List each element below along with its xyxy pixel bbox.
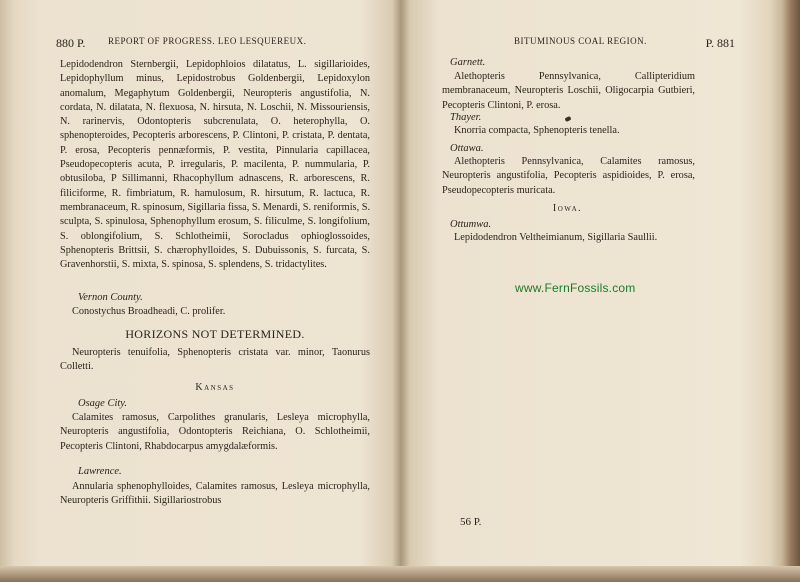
garnett-heading: Garnett. — [450, 57, 486, 68]
right-running-head: BITUMINOUS COAL REGION. — [514, 36, 647, 46]
ottawa-heading: Ottawa. — [450, 143, 484, 154]
vernon-county-species: Conostychus Broadheadi, C. prolifer. — [72, 306, 226, 317]
ottawa-species: Alethopteris Pennsylvanica, Calamites ramosus, Neuropteris angustifolia, Pecopteris aspidioides, P. erosa, Pseudopecopteris muricata. — [442, 156, 695, 196]
thayer-species: Knorria compacta, Sphenopteris tenella. — [454, 125, 620, 136]
osage-city-heading: Osage City. — [78, 398, 127, 409]
kansas-heading: Kansas — [195, 382, 235, 393]
ottumwa-heading: Ottumwa. — [450, 219, 492, 230]
lawrence-heading: Lawrence. — [78, 466, 122, 477]
book-bottom-edge — [0, 566, 800, 582]
ottumwa-species: Lepidodendron Veltheimianum, Sigillaria Saullii. — [454, 232, 658, 243]
vernon-county-heading: Vernon County. — [78, 292, 143, 303]
lawrence-species: Annularia sphenophylloides, Calamites ramosus, Lesleya microphylla, Neuropteris Griffithii. Sigillariostrobus — [60, 481, 370, 507]
continued-species-list: Lepidodendron Sternbergii, Lepidophloios dilatatus, L. sigillarioides, Lepidophyllum minus, Lepidostrobus Goldenbergii, Lepidoxylon anomalum, Megaphytum Goldenbergii, Neuropteris angustifolia, N. cordata, N. dilatata, N. flexuosa, N. hirsuta, N. Loschii, N. Missouriensis, N. rarinervis, Odontopteris subcrenulata, O. heterophylla, O. sphenopteroides, Pecopteris arborescens, P. Clintoni, P. cristata, P. dentata, P. erosa, Pecopteris pennæformis, P. vestita, Pinnularia capillacea, Pseudopecopteris acuta, P. irregularis, P. macilenta, P. nummularia, P. obtusiloba, P Sillimanni, Rhacophyllum adnascens, R. arborescens, R. filiciforme, R. fimbriatum, R. hamulosum, R. hirsutum, R. lactuca, R. membranaceum, R. spinosum, Sigillaria fissa, S. Menardi, S. reniformis, S. sculpta, S. spinulosa, Sphenophyllum erosum, S. filiculme, S. longifolium, S. oblongifolium, S. Schlotheimii, Sorocladus ophioglossoides, Sphenopteris Brittsii, S. chærophylloides, S. Dubuissonis, S. furcata, S. Gravenhorstii, S. mixta, S. spinosa, S. splendens, S. tridactylites. — [60, 59, 371, 271]
osage-city-species: Calamites ramosus, Carpolithes granularis, Lesleya microphylla, Neuropteris angustifolia, Odontopteris Reichiana, O. Schlotheimii, Pecopteris Clintoni, Rhabdocarpus amygdalæformis. — [60, 412, 370, 452]
left-page — [50, 0, 370, 566]
garnett-species: Alethopteris Pennsylvanica, Callipteridium membranaceum, Neuropteris Loschii, Oligocarpia Gutbieri, Pecopteris Clintoni, P. erosa. — [442, 71, 695, 111]
left-page-number: 880 P. — [56, 36, 86, 50]
signature-mark: 56 P. — [460, 516, 482, 528]
right-page-number: P. 881 — [705, 36, 735, 50]
left-running-head: REPORT OF PROGRESS. LEO LESQUEREUX. — [108, 36, 307, 46]
watermark-link[interactable]: www.FernFossils.com — [515, 281, 636, 295]
horizons-species: Neuropteris tenuifolia, Sphenopteris cristata var. minor, Taonurus Colletti. — [60, 347, 370, 373]
horizons-heading: HORIZONS NOT DETERMINED. — [125, 327, 305, 341]
iowa-heading: Iowa. — [552, 203, 583, 214]
thayer-heading: Thayer. — [450, 112, 482, 123]
